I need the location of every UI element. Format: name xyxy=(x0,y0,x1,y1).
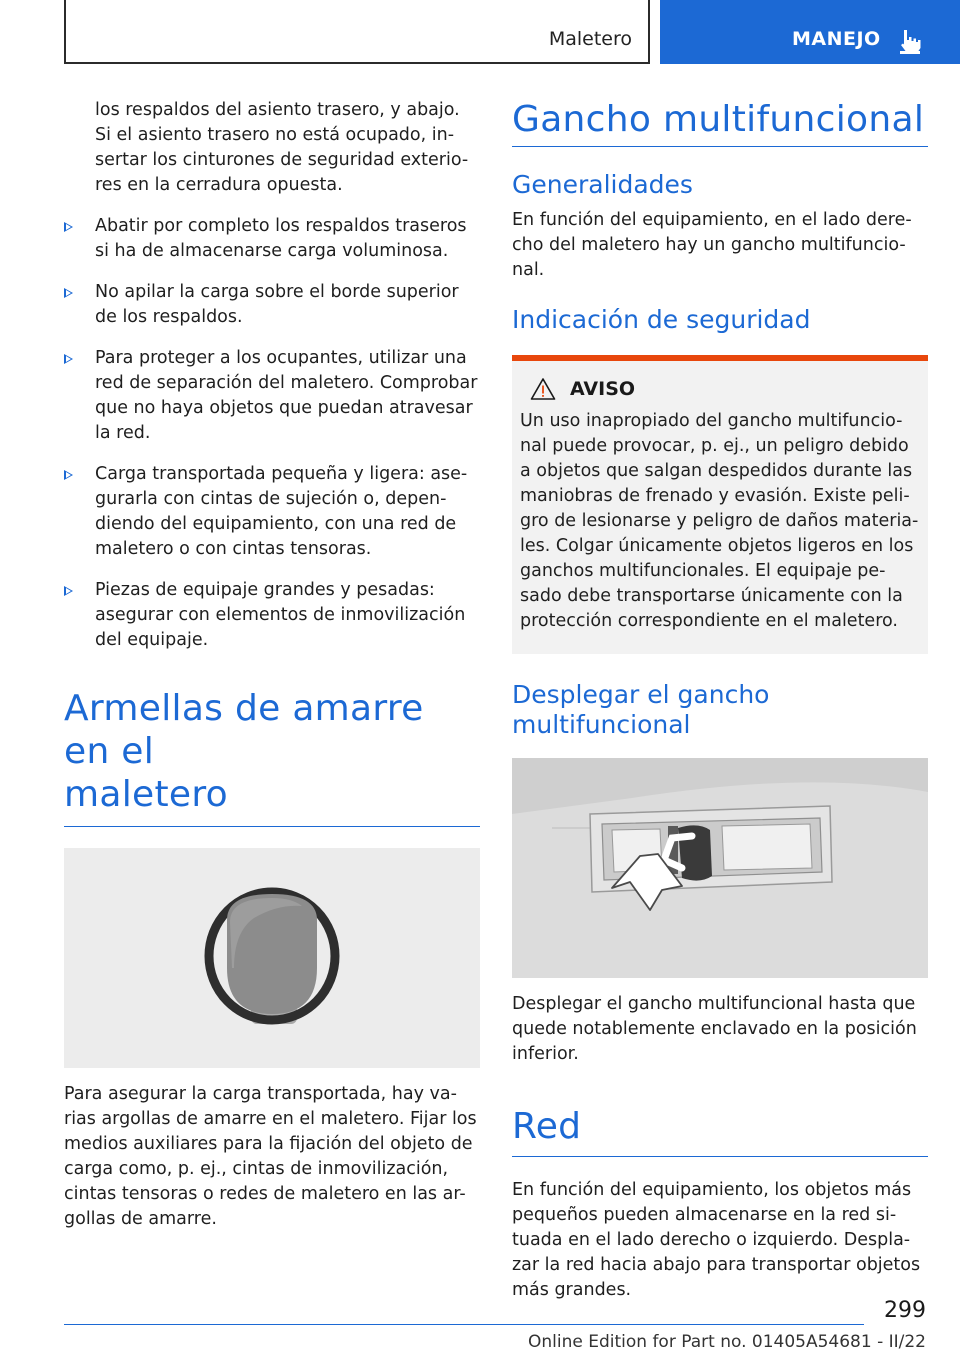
net-text: En función del equipamiento, los objetos más pequeños pueden almacenarse en la red si-tuada en el lado derecho o izquierdo. Despla-zar la red hacia abajo para transportar objetos más grandes. xyxy=(512,1180,921,1300)
net-heading: Red xyxy=(512,1106,582,1147)
bullet-triangle-icon xyxy=(64,354,73,364)
warning-title: AVISO xyxy=(570,378,636,400)
lashing-eyes-heading: Armellas de amarre en el maletero xyxy=(64,688,424,815)
header-section-box xyxy=(64,0,650,64)
list-item: Piezas de equipaje grandes y pesadas: asegurar con elementos de inmovilización del equipaje. xyxy=(64,578,480,653)
lashing-eyes-text: Para asegurar la carga transportada, hay va-rias argollas de amarre en el maletero. Fijar los medios auxiliares para la fijación del objeto de carga como, p. ej., cintas de inmovilización, cintas tensoras o redes de maletero en las ar-gollas de amarre. xyxy=(64,1084,477,1229)
hand-steering-icon xyxy=(898,28,922,54)
bullet-triangle-icon xyxy=(64,470,73,480)
hook-heading: Gancho multifuncional xyxy=(512,99,925,140)
header-chapter-tab[interactable] xyxy=(660,0,960,64)
right-column xyxy=(512,98,928,1303)
unfold-text: Desplegar el gancho multifuncional hasta que quede notablemente enclavado en la posición inferior. xyxy=(512,994,917,1064)
unfold-heading: Desplegar el gancho multifuncional xyxy=(512,680,770,739)
list-item: No apilar la carga sobre el borde superior de los respaldos. xyxy=(64,280,480,330)
chapter-title: MANEJO xyxy=(792,28,881,50)
warning-triangle-icon xyxy=(530,377,556,401)
bullet-triangle-icon xyxy=(64,586,73,596)
general-text: En función del equipamiento, en el lado dere-cho del maletero hay un gancho multifuncio-nal. xyxy=(512,210,912,280)
footer-rule xyxy=(64,1324,864,1325)
heading-rule xyxy=(64,826,480,827)
warning-header xyxy=(530,377,920,401)
section-title: Maletero xyxy=(548,28,632,50)
bullet-triangle-icon xyxy=(64,222,73,232)
warning-box xyxy=(512,355,928,654)
page-number: 299 xyxy=(884,1298,926,1323)
heading-rule xyxy=(512,1156,928,1157)
footer-edition: Online Edition for Part no. 01405A54681 - II/22 xyxy=(527,1332,926,1352)
hook-illustration xyxy=(512,758,928,978)
general-heading: Generalidades xyxy=(512,170,693,199)
bullet-triangle-icon xyxy=(64,288,73,298)
load-tips-list xyxy=(64,214,480,653)
intro-continued-text: los respaldos del asiento trasero, y abajo. Si el asiento trasero no está ocupado, in-sertar los cinturones de seguridad exterio-res en la cerradura opuesta. xyxy=(95,100,469,195)
list-item: Carga transportada pequeña y ligera: ase-gurarla con cintas de sujeción o, depen-diendo del equipamiento, con una red de maletero o con cintas tensoras. xyxy=(64,462,480,562)
safety-heading: Indicación de seguridad xyxy=(512,305,811,334)
lashing-eye-illustration xyxy=(64,848,480,1068)
list-item: Para proteger a los ocupantes, utilizar una red de separación del maletero. Comprobar que no haya objetos que puedan atravesar la red. xyxy=(64,346,480,446)
heading-rule xyxy=(512,146,928,147)
left-column xyxy=(64,98,480,1232)
list-item: Abatir por completo los respaldos traseros si ha de almacenarse carga voluminosa. xyxy=(64,214,480,264)
warning-text: Un uso inapropiado del gancho multifuncio-nal puede provocar, p. ej., un peligro debido a objetos que salgan despedidos durante las maniobras de frenado y evasión. Existe peli-gro de lesionarse y peligro de daños materia-les. Colgar únicamente objetos ligeros en los ganchos multifuncionales. El equipaje pe-sado debe transportarse únicamente con la protección correspondiente en el maletero. xyxy=(520,411,919,631)
